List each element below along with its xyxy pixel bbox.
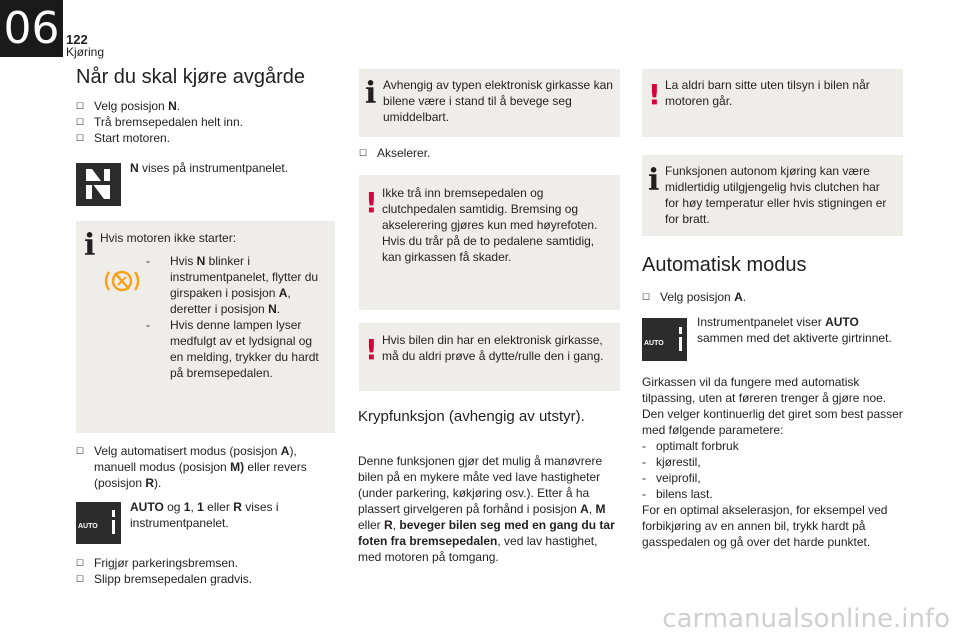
- auto-display-icon: AUTO: [642, 318, 687, 361]
- auto-mode-caption: Instrumentpanelet viser AUTO sammen med det aktiverte girtrinnet.: [697, 315, 892, 345]
- info-intro: Hvis motoren ikke starter:: [100, 231, 237, 245]
- info-text: Avhengig av typen elektronisk girkasse kan bilene være i stand til å bevege seg umiddelbart.: [383, 78, 613, 124]
- start-steps: [76, 98, 336, 146]
- final-steps: [76, 555, 336, 587]
- warning-box-push: [359, 323, 620, 391]
- chapter-name: Kjøring: [66, 45, 105, 59]
- step-item: ☐ Frigjør parkeringsbremsen.: [76, 556, 239, 570]
- brake-warning-icon: [100, 259, 144, 303]
- auto-caption: AUTO og 1, 1 eller R vises i instrumentpanelet.: [130, 500, 279, 530]
- list-item: - Hvis N blinker i instrumentpanelet, flytter du girspaken i posisjon A, deretter i posisjon N.: [146, 254, 319, 316]
- step-item: ☐ Velg posisjon N.: [76, 99, 181, 113]
- step-item: ☐ Start motoren.: [76, 131, 171, 145]
- list-item: - bilens last.: [642, 487, 713, 501]
- info-box-electronic: [359, 69, 620, 137]
- arrow-icon: ☐: [76, 446, 85, 456]
- creep-paragraph: Denne funksjonen gjør det mulig å manøvrere bilen på en mykere måte ved lave hastigheter (under parkering, køkjøring osv.). Etter å ha plassert girvelgeren på forhånd i posisjon A, M eller R, beveger bilen seg med en gang du tar foten fra bremsepedalen, ved lav hastighet, med motoren på tomgang.: [358, 454, 615, 564]
- warning-box-children: [642, 69, 903, 137]
- list-item: - kjørestil,: [642, 455, 701, 469]
- watermark: carmanualsonline.info: [662, 604, 950, 634]
- arrow-icon: ☐: [76, 558, 85, 568]
- info-box-autonomous: [642, 155, 903, 236]
- motor-dash-list: [146, 253, 326, 381]
- warning-icon: !: [365, 333, 378, 366]
- warning-text: Hvis bilen din har en elektronisk girkasse, må du aldri prøve å dytte/rulle den i gang.: [382, 333, 604, 363]
- warning-text: Ikke trå inn bremsepedalen og clutchpedalen samtidig. Bremsing og akselerering gjøres kun med høyrefoten. Hvis du trår på de to pedalene samtidig, kan girkassen få skader.: [382, 186, 598, 264]
- arrow-icon: ☐: [76, 133, 85, 143]
- n-gear-icon: [76, 163, 121, 206]
- info-icon: i: [84, 228, 96, 263]
- page-number: 122: [66, 32, 88, 47]
- section-title-creep: Krypfunksjon (avhengig av utstyr).: [358, 408, 585, 425]
- auto-paragraph: [642, 374, 904, 550]
- acceleration-tip: For en optimal akselerasjon, for eksempel ved forbikjøring av en annen bil, trykk hardt på gasspedalen og gå over det harde punktet.: [642, 503, 888, 549]
- list-item: - veiprofil,: [642, 471, 701, 485]
- info-text: Funksjonen autonom kjøring kan være midlertidig utilgjengelig hvis clutchen har for høy temperatur eller hvis stigningen er for bratt.: [665, 164, 887, 226]
- info-icon: i: [648, 163, 660, 198]
- section-title-start: Når du skal kjøre avgårde: [76, 66, 305, 88]
- arrow-icon: ☐: [642, 292, 651, 302]
- parameter-list: [642, 438, 904, 502]
- warning-icon: !: [365, 186, 378, 219]
- warning-text: La aldri barn sitte uten tilsyn i bilen når motoren går.: [665, 78, 870, 108]
- auto-step: [642, 289, 902, 305]
- warning-box-pedals: [359, 175, 620, 310]
- step-item: ☐ Akselerer.: [359, 146, 431, 160]
- arrow-icon: ☐: [359, 148, 368, 158]
- section-title-auto: Automatisk modus: [642, 254, 807, 276]
- warning-icon: !: [648, 78, 661, 111]
- list-item: - optimalt forbruk: [642, 439, 739, 453]
- info-box-motor: [76, 221, 335, 433]
- step-item: ☐ Velg posisjon A.: [642, 290, 747, 304]
- step-item: ☐ Slipp bremsepedalen gradvis.: [76, 572, 253, 586]
- list-item: - Hvis denne lampen lyser medfulgt av et lydsignal og en melding, trykker du hardt på bremsepedalen.: [146, 318, 319, 380]
- info-icon: i: [365, 76, 377, 111]
- arrow-icon: ☐: [76, 101, 85, 111]
- auto-display-icon: AUTO: [76, 502, 121, 544]
- chapter-number: 06: [0, 0, 63, 57]
- arrow-icon: ☐: [76, 117, 85, 127]
- step-item: ☐ Velg automatisert modus (posisjon A), manuell modus (posisjon M) eller revers (posisjon R).: [76, 444, 307, 490]
- auto-description: Girkassen vil da fungere med automatisk tilpassing, uten at føreren trenger å gjøre noe. Den velger kontinuerlig det giret som best passer med følgende parametere:: [642, 375, 903, 437]
- accelerate-step: [359, 145, 619, 161]
- step-item: ☐ Trå bremsepedalen helt inn.: [76, 115, 243, 129]
- mode-step: [76, 443, 336, 491]
- n-caption: N vises på instrumentpanelet.: [130, 161, 289, 175]
- arrow-icon: ☐: [76, 574, 85, 584]
